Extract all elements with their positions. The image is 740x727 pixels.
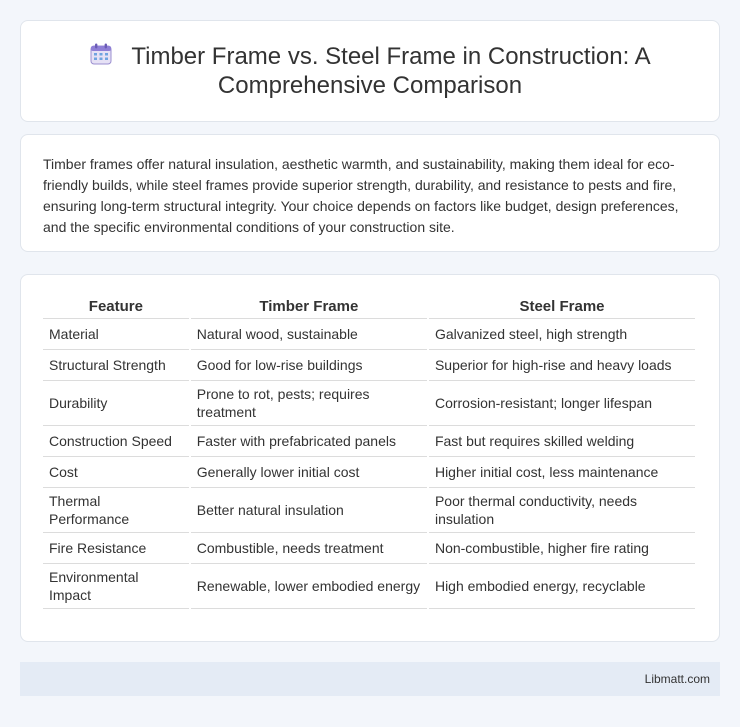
header-steel-frame: Steel Frame: [429, 295, 695, 319]
title-card: [20, 20, 720, 122]
footer: [20, 662, 720, 696]
header-timber-frame: Timber Frame: [191, 295, 427, 319]
cell-timber: Combustible, needs treatment: [191, 533, 427, 564]
cell-steel: Higher initial cost, less maintenance: [429, 457, 695, 488]
cell-feature: Structural Strength: [43, 350, 189, 381]
table-row: [43, 564, 695, 609]
header-feature: Feature: [43, 295, 189, 319]
cell-timber: Generally lower initial cost: [191, 457, 427, 488]
cell-steel: Superior for high-rise and heavy loads: [429, 350, 695, 381]
cell-timber: Renewable, lower embodied energy: [191, 564, 427, 609]
cell-steel: Non-combustible, higher fire rating: [429, 533, 695, 564]
cell-feature: Construction Speed: [43, 426, 189, 457]
cell-timber: Prone to rot, pests; requires treatment: [191, 381, 427, 426]
summary-text: Timber frames offer natural insulation, aesthetic warmth, and sustainability, making them ideal for eco-friendly builds, while steel frames provide superior strength, durability, and resistance to pests and fire, ensuring long-term structural integrity. Your choice depends on factors like budget, design preferences, and the specific environmental conditions of your construction site.: [43, 156, 679, 235]
cell-feature: Cost: [43, 457, 189, 488]
cell-feature: Durability: [43, 381, 189, 426]
cell-steel: Galvanized steel, high strength: [429, 319, 695, 350]
cell-feature: Environmental Impact: [43, 564, 189, 609]
cell-timber: Good for low-rise buildings: [191, 350, 427, 381]
table-row: [43, 533, 695, 564]
cell-steel: Fast but requires skilled welding: [429, 426, 695, 457]
summary-card: [20, 134, 720, 252]
table-row: [43, 350, 695, 381]
comparison-table: [41, 295, 697, 609]
cell-steel: Corrosion-resistant; longer lifespan: [429, 381, 695, 426]
page-title-text: Timber Frame vs. Steel Frame in Construction: A Comprehensive Comparison: [131, 43, 651, 99]
cell-steel: High embodied energy, recyclable: [429, 564, 695, 609]
table-row: [43, 319, 695, 350]
cell-feature: Thermal Performance: [43, 488, 189, 533]
cell-feature: Fire Resistance: [43, 533, 189, 564]
cell-feature: Material: [43, 319, 189, 350]
page-title: [51, 42, 689, 100]
cell-timber: Better natural insulation: [191, 488, 427, 533]
table-row: [43, 488, 695, 533]
cell-steel: Poor thermal conductivity, needs insulation: [429, 488, 695, 533]
table-row: [43, 426, 695, 457]
table-header-row: [43, 295, 695, 319]
cell-timber: Faster with prefabricated panels: [191, 426, 427, 457]
table-row: [43, 381, 695, 426]
table-row: [43, 457, 695, 488]
calendar-icon: [89, 42, 113, 66]
comparison-card: [20, 274, 720, 642]
cell-timber: Natural wood, sustainable: [191, 319, 427, 350]
footer-brand-link[interactable]: Libmatt.com: [644, 672, 710, 686]
